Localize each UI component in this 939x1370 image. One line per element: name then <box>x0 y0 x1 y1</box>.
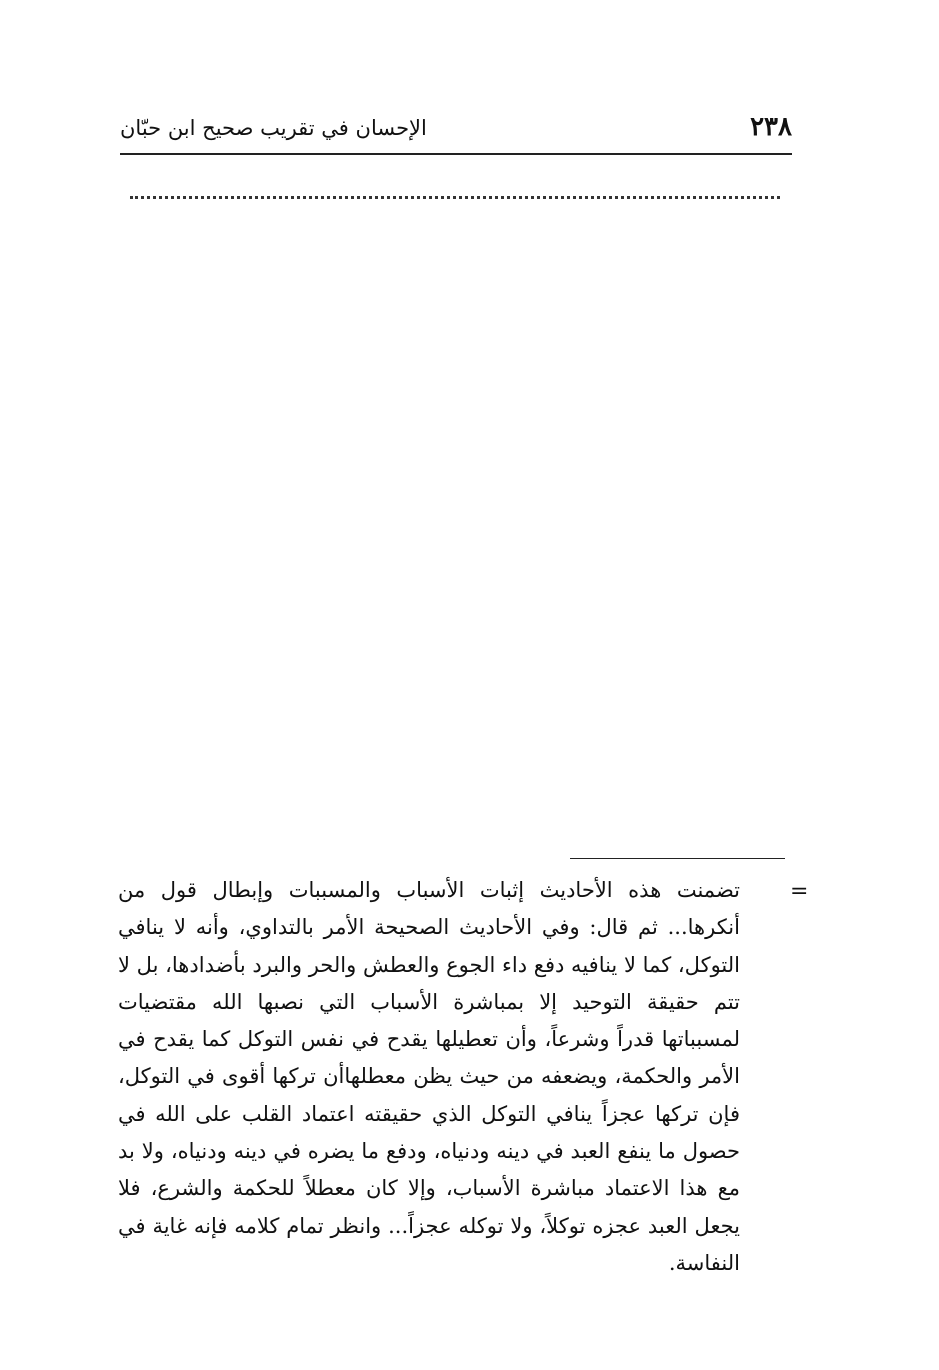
footnote-continuation-mark: = <box>790 879 809 904</box>
footnote-text: تضمنت هذه الأحاديث إثبات الأسباب والمسببات وإبطال قول من أنكرها... ثم قال: وفي الأحاديث الصحيحة الأمر بالتداوي، وأنه لا ينافي التوكل، كما لا ينافيه دفع داء الجوع والعطش والحر والبرد بأضدادها، بل لا تتم حقيقة التوحيد إلا بمباشرة الأسباب التي نصبها الله مقتضيات لمسبباتها قدراً وشرعاً، وأن تعطيلها يقدح في نفس التوكل كما يقدح في الأمر والحكمة، ويضعفه من حيث يظن معطلهاأن تركها أقوى في التوكل، فإن تركها عجزاً ينافي التوكل الذي حقيقته اعتماد القلب على الله في حصول ما ينفع العبد في دينه ودنياه، ودفع ما يضره في دينه ودنياه، ولا بد مع هذا الاعتماد مباشرة الأسباب، وإلا كان معطلاً للحكمة والشرع، فلا يجعل العبد عجزه توكلاً، ولا توكله عجزاً... وانظر تمام كلامه فإنه غاية في النفاسة. <box>118 878 740 1275</box>
dotted-separator <box>130 196 780 199</box>
footnote-rule <box>570 858 785 859</box>
running-title: الإحسان في تقريب صحيح ابن حبّان <box>120 116 427 140</box>
page-header <box>120 108 792 148</box>
page-number: ٢٣٨ <box>750 112 792 142</box>
header-rule <box>120 153 792 155</box>
